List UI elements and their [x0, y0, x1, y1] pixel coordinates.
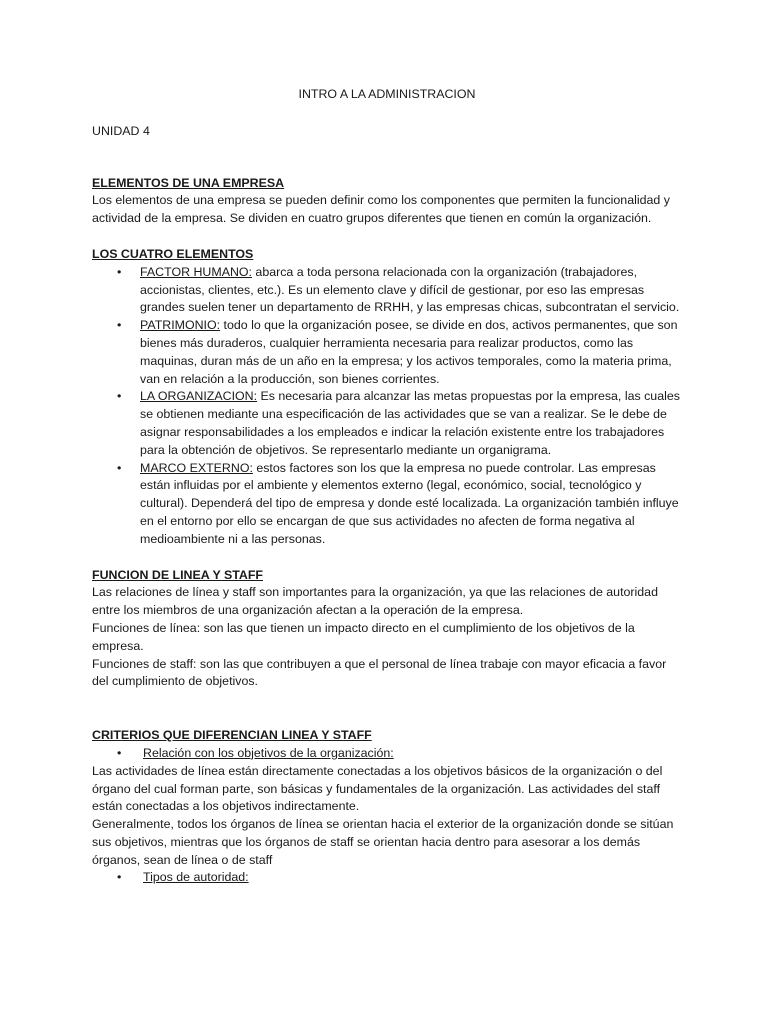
- item-term: LA ORGANIZACION:: [140, 389, 258, 404]
- bullet-icon: •: [117, 264, 122, 279]
- section-paragraph: Funciones de línea: son las que tienen un impacto directo en el cumplimiento de los objetivos de la empresa.: [92, 620, 635, 653]
- section-paragraph: Los elementos de una empresa se pueden definir como los componentes que permiten la funcionalidad y actividad de la empresa. Se dividen en cuatro grupos diferentes que tienen en común la organización.: [92, 193, 670, 226]
- section-paragraph: Las actividades de línea están directamente conectadas a los objetivos básicos de la organización o del órgano del cual forman parte, son básicas y fundamentales de la organización. Las actividades del staff están conectadas a los objetivos indirectamente.: [92, 763, 663, 814]
- section-criterios: [92, 727, 682, 887]
- bullet-icon: •: [117, 389, 122, 404]
- section-cuatro-elementos: [92, 246, 682, 549]
- criteria-list: [92, 869, 682, 887]
- section-paragraph: Funciones de staff: son las que contribuyen a que el personal de línea trabaje con mayor eficacia a favor del cumplimiento de objetivos.: [92, 656, 667, 689]
- item-text: abarca a toda persona relacionada con la organización (trabajadores, accionistas, clientes, etc.). Es un elemento clave y difícil de gestionar, por eso las empresas grandes suelen tener un departamento de RRHH, y las empresas chicas, subcontratan el servicio.: [140, 264, 680, 315]
- item-term: MARCO EXTERNO:: [140, 460, 253, 475]
- section-paragraph: Las relaciones de línea y staff son importantes para la organización, ya que las relaciones de autoridad entre los miembros de una organización afectan a la operación de la empresa.: [92, 585, 658, 618]
- list-item: [92, 869, 682, 887]
- bullet-icon: •: [117, 318, 122, 333]
- document-title: INTRO A LA ADMINISTRACION: [298, 87, 476, 101]
- elements-list: [92, 264, 682, 549]
- unit-label: UNIDAD 4: [92, 123, 150, 138]
- list-item: [92, 460, 682, 549]
- criteria-list: [92, 745, 682, 763]
- item-text: Es necesaria para alcanzar las metas propuestas por la empresa, las cuales se obtienen mediante una especificación de las actividades que se van a realizar. Se le debe de asignar responsabilidades a los empleados e indicar la relación existente entre los trabajadores para la obtención de objetivos. Se representarlo mediante un organigrama.: [140, 389, 680, 457]
- item-term: Tipos de autoridad:: [143, 870, 249, 885]
- item-term: FACTOR HUMANO:: [140, 264, 252, 279]
- section-paragraph: Generalmente, todos los órganos de línea se orientan hacia el exterior de la organización donde se sitúan sus objetivos, mientras que los órganos de staff se orientan hacia dentro para asesorar a los demás órganos, sean de línea o de staff: [92, 817, 674, 867]
- section-heading: LOS CUATRO ELEMENTOS: [92, 246, 254, 261]
- item-term: Relación con los objetivos de la organización:: [143, 745, 394, 760]
- section-funcion: [92, 567, 682, 692]
- list-item: [92, 317, 682, 388]
- list-item: [92, 745, 682, 763]
- section-heading: CRITERIOS QUE DIFERENCIAN LINEA Y STAFF: [92, 728, 372, 743]
- section-heading: ELEMENTOS DE UNA EMPRESA: [92, 175, 285, 190]
- bullet-icon: •: [117, 745, 122, 760]
- section-elementos: [92, 175, 682, 228]
- item-text: estos factores son los que la empresa no puede controlar. Las empresas están influidas por el ambiente y elementos externo (legal, económico, social, tecnológico y cultural). Dependerá del tipo de empresa y donde esté localizada. La organización también influye en el entorno por ello se encargan de que sus actividades no afecten de forma negativa al medioambiente ni a las personas.: [140, 460, 679, 546]
- list-item: [92, 388, 682, 459]
- item-term: PATRIMONIO:: [140, 318, 221, 333]
- item-text: todo lo que la organización posee, se divide en dos, activos permanentes, que son bienes más duraderos, cualquier herramienta necesaria para realizar productos, como las maquinas, duran más de un año en la empresa; y los activos temporales, como la materia prima, van en relación a la producción, son bienes corrientes.: [140, 318, 678, 386]
- bullet-icon: •: [117, 870, 122, 885]
- document-page: [92, 86, 682, 887]
- section-heading: FUNCION DE LINEA Y STAFF: [92, 567, 263, 582]
- list-item: [92, 264, 682, 317]
- bullet-icon: •: [117, 460, 122, 475]
